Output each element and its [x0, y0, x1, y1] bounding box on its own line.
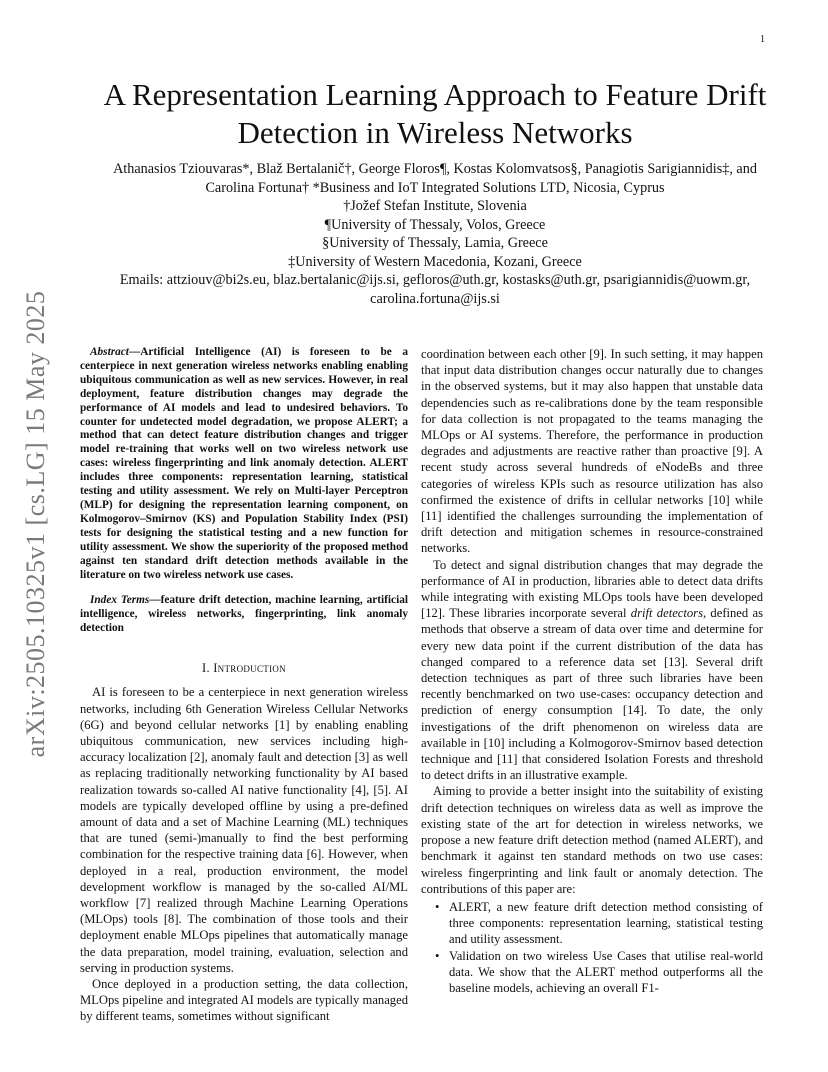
paper-title: A Representation Learning Approach to Feature Drift Detection in Wireless Networks — [103, 77, 767, 150]
author-line: Carolina Fortuna† *Business and IoT Integrated Solutions LTD, Nicosia, Cyprus — [205, 179, 665, 196]
index-terms — [80, 594, 408, 636]
section-numeral: I. — [202, 661, 214, 676]
body-paragraph: AI is foreseen to be a centerpiece in next generation wireless networks, including 6th Generation Wireless Cellular Networks (6G) and beyond cellular networks [1] by enabling enabling ubiquitous communication, new services including high-accuracy localization [2], anomaly fault and detection [3] as well as replacing traditionally networking functionality by AI based realization towards so-called AI native functionality [4], [5]. AI models are typically developed offline by using a pre-defined amount of data and a set of Machine Learning (ML) techniques that are tuned (semi-)manually to find the best performing combination for the respective training data [6]. However, when deployed in a real, production environment, the model development workflow is managed by the so-called AI/ML workflow [7] realized through Machine Learning Operations (MLOps) tools [8]. The combination of those tools and their deployment enable MLOps pipelines that automatically manage the data preparation, model training, evaluation, selection and serving in production systems. — [80, 685, 408, 975]
left-column — [80, 346, 408, 1025]
author-block — [60, 160, 810, 308]
author-line: Athanasios Tziouvaras*, Blaž Bertalanič†, George Floros¶, Kostas Kolomvatsos§, Panagiotis Sarigiannidis‡, and — [113, 161, 757, 177]
right-column — [421, 346, 763, 996]
paragraph-text: , defined as methods that observe a stream of data over time and determine for every new data point if the current distribution of the data has changed compared to a reference data set [13]. Several drift detection techniques as part of three such libraries have been recently benchmarked on two use-cases: occupancy detection and prediction of energy consumption [14]. To date, the only investigations of the drift phenomenon on wireless data are available in [10] including a Kolmogorov-Smirnov based detection technique and [11] that considered Isolation Forests and threshold to detect drifts in an illustrative example. — [421, 606, 763, 783]
contribution-list — [421, 899, 763, 996]
emails: carolina.fortuna@ijs.si — [370, 290, 500, 307]
paragraph-text: To detect and signal distribution changes that may degrade the performance of AI in production, libraries able to detect data drifts while integrating with existing MLOps tools have been developed [12]. These libraries incorporate several — [421, 557, 763, 621]
emails: Emails: attziouv@bi2s.eu, blaz.bertalanic@ijs.si, gefloros@uth.gr, kostasks@uth.gr, psarigiannidis@uowm.gr, — [119, 272, 751, 288]
abstract-label: Abstract — [90, 346, 129, 358]
affiliation: †Jožef Stefan Institute, Slovenia — [343, 198, 527, 214]
page-number: 1 — [760, 34, 765, 45]
abstract-text: —Artificial Intelligence (AI) is foreseen to be a centerpiece in next generation wireless networks enabling enabling ubiquitous communication as well as new services. However, in real deployment, feature distribution changes may degrade the performance of AI models and lead to undesired behaviors. To counter for undetected model degradation, we propose ALERT; a method that can detect feature distribution changes and trigger model re-training that works well on two wireless network use cases: wireless fingerprinting and link anomaly detection. ALERT includes three components: representation learning, statistical testing and utility assessment. We rely on Multi-layer Perceptron (MLP) for designing the representation learning component, on Kolmogorov–Smirnov (KS) and Population Stability Index (PSI) tests for designing the statistical testing and a new function for utility assessment. We show the superiority of the proposed method against ten standard drift detection methods available in the literature on two wireless network use cases. — [80, 346, 408, 581]
abstract-paragraph — [80, 346, 408, 582]
body-paragraph — [421, 557, 763, 784]
index-terms-text: —feature drift detection, machine learning, artificial intelligence, wireless networks, fingerprinting, link anomaly detection — [80, 594, 408, 635]
arxiv-stamp — [14, 284, 58, 764]
list-item: • Validation on two wireless Use Cases that utilise real-world data. We show that the ALERT method outperforms all the baseline models, achieving an overall F1- — [449, 948, 763, 997]
index-terms-label: Index Terms — [90, 594, 150, 607]
body-paragraph: Once deployed in a production setting, the data collection, MLOps pipeline and integrated AI models are typically managed by different teams, sometimes without significant — [80, 976, 408, 1024]
emphasis-term: drift detectors — [630, 606, 703, 621]
list-item: • ALERT, a new feature drift detection method consisting of three components: representation learning, statistical testing and utility assessment. — [449, 899, 763, 948]
body-paragraph: Aiming to provide a better insight into the suitability of existing drift detection techniques on wireless data as well as improve the existing state of the art for detection in wireless networks, we propose a new feature drift detection method (named ALERT), and benchmark it against ten standard methods on two use cases: wireless fingerprinting and link fault or anomaly detection. The contributions of this paper are: — [421, 784, 763, 896]
affiliation: §University of Thessaly, Lamia, Greece — [322, 235, 548, 251]
section-heading — [80, 660, 408, 676]
section-title: Introduction — [213, 661, 286, 676]
arxiv-stamp-text: arXiv:2505.10325v1 [cs.LG] 15 May 2025 — [21, 290, 50, 758]
affiliation: ¶University of Thessaly, Volos, Greece — [324, 216, 546, 233]
body-paragraph: coordination between each other [9]. In such setting, it may happen that input data distribution changes occur naturally due to changes in the observed systems, but it may also happen that unstable data dependencies such as re-calibrations done by the team responsible for data collection is not propagated to the teams managing the MLOps or AI systems. Therefore, the performance in production degrades and adjustments are reactive rather than proactive [9]. A recent study across several hundreds of eNodeBs and three categories of wireless KPIs such as resource utilization has also confirmed the existence of drifts in cellular networks [10] while [11] identified the challenges surrounding the implementation of drift detection and mitigation schemes in resource-constrained networks. — [421, 347, 763, 556]
affiliation: ‡University of Western Macedonia, Kozani, Greece — [288, 253, 582, 270]
abstract — [80, 346, 408, 636]
